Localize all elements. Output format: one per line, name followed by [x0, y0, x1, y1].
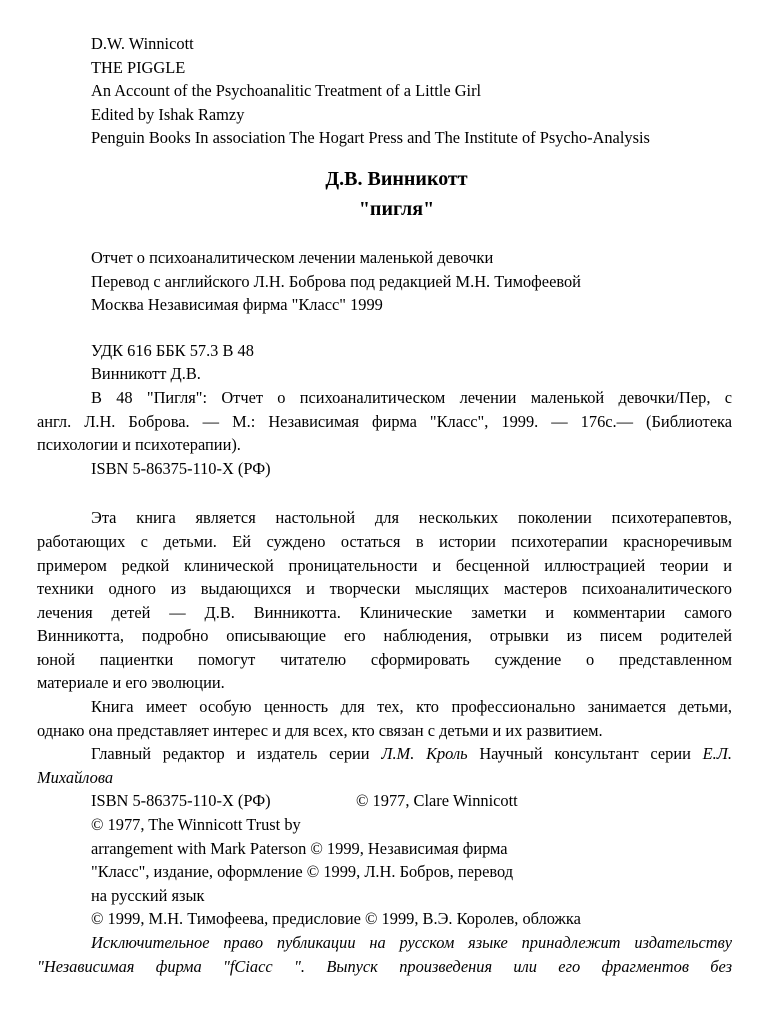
translation-ru: Перевод с английского Л.Н. Боброва под редакцией М.Н. Тимофеевой — [91, 271, 581, 291]
annotation-line: Винникотта, подробно описывающие его наблюдения, отрывки из писем родителей — [37, 626, 732, 646]
catalog-record — [37, 339, 732, 481]
imprint-ru: Москва Независимая фирма "Класс" 1999 — [91, 295, 383, 315]
rights-line-1: Исключительное право публикации на русском языке принадлежит издательству — [91, 933, 732, 952]
editor-prefix: Главный редактор и издатель серии — [91, 744, 382, 764]
publisher-en: Penguin Books In association The Hogart Press and The Institute of Psycho-Analysis — [91, 128, 650, 148]
editor-en: Edited by Ishak Ramzy — [91, 104, 245, 124]
consultant-name: Е.Л. — [702, 744, 732, 764]
author-en: D.W. Winnicott — [91, 34, 194, 53]
copyright-isbn: ISBN 5-86375-110-X (РФ) — [91, 791, 271, 811]
copyright-line: © 1999, М.Н. Тимофеева, предисловие © 1999, В.Э. Королев, обложка — [91, 909, 581, 929]
annotation-line: примером редкой клинической проницательности и бесценной иллюстрацией теории и — [37, 555, 732, 575]
annotation-line: лечения детей — Д.В. Винникотта. Клинические заметки и комментарии самого — [37, 602, 732, 622]
annotation-line: однако она представляет интерес и для всех, кто связан с детьми и их развитием. — [37, 720, 603, 740]
copyright-line: "Класс", издание, оформление © 1999, Л.Н. Бобров, перевод — [91, 862, 514, 882]
annotation-line: юной пациентки помогут читателю сформировать суждение о представленном — [37, 649, 732, 669]
annotation-line: Книга имеет особую ценность для тех, кто профессионально занимается детьми, — [91, 697, 732, 717]
annotation-line: работающих с детьми. Ей суждено остаться в истории психотерапии красноречивым — [37, 531, 732, 551]
author-ru: Д.В. Винникотт — [325, 167, 468, 190]
series-editors — [37, 742, 732, 766]
rights-line-2: "Независимая фирма "fCiacc ". Выпуск произведения или его фрагментов без — [37, 956, 732, 976]
copyright-line: © 1977, The Winnicott Trust by — [91, 815, 301, 835]
copyright-line: на русский язык — [91, 885, 205, 905]
copyright-isbn-row — [37, 789, 732, 813]
catalog-entry-2: англ. Л.Н. Боброва. — М.: Независимая фирма "Класс", 1999. — 176с.— (Библиотека — [37, 411, 732, 431]
annotation-line: Эта книга является настольной для нескольких поколении психотерапевтов, — [91, 508, 732, 528]
subtitle-en: An Account of the Psychoanalitic Treatment of a Little Girl — [91, 81, 482, 101]
catalog-entry-3: психологии и психотерапии). — [37, 435, 241, 455]
copyright-line: arrangement with Mark Paterson © 1999, Независимая фирма — [91, 838, 508, 858]
udk: УДК 616 ББК 57.3 В 48 — [91, 340, 254, 360]
annotation — [37, 506, 732, 789]
copyright-block — [37, 789, 732, 978]
subtitle-ru: Отчет о психоаналитическом лечении маленькой девочки — [91, 247, 494, 267]
catalog-author: Винникотт Д.В. — [91, 364, 201, 384]
title-en: THE PIGGLE — [91, 57, 186, 77]
catalog-isbn: ISBN 5-86375-110-X (РФ) — [91, 458, 271, 478]
document-page — [37, 32, 732, 978]
english-header — [37, 32, 732, 150]
annotation-line: материале и его эволюции. — [37, 673, 225, 693]
catalog-entry-1: В 48 "Пигля": Отчет о психоаналитическом лечении маленькой девочки/Пер, с — [91, 387, 732, 407]
copyright-clare: © 1977, Clare Winnicott — [356, 791, 518, 811]
consultant-prefix: Научный консультант серии — [467, 744, 703, 764]
consultant-name-cont: Михайлова — [37, 767, 114, 787]
editor-name: Л.М. Кроль — [381, 744, 468, 764]
annotation-line: техники одного из выдающихся и творчески мыслящих мастеров психоаналитического — [37, 579, 732, 599]
russian-info — [37, 246, 732, 317]
title-ru: "пигля" — [358, 197, 435, 220]
